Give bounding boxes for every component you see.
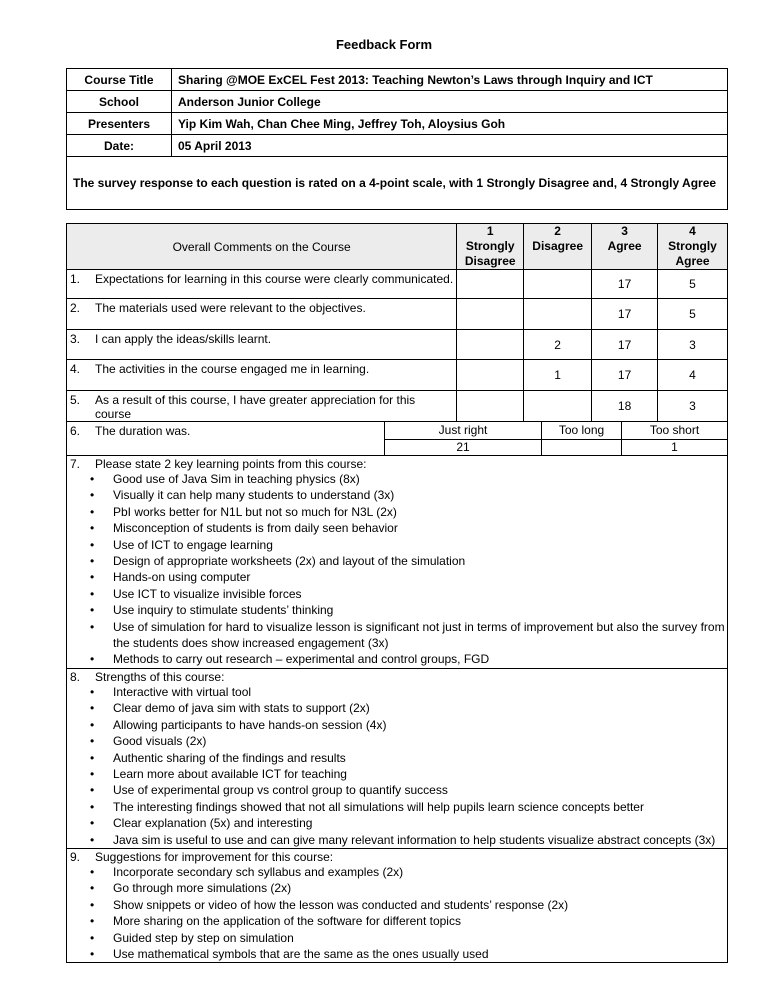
presenters-row — [67, 113, 728, 135]
too-long-count — [542, 439, 622, 455]
too-short-label: Too short — [622, 422, 728, 439]
list-item: • Good visuals (2x) — [113, 733, 727, 749]
list-item: • Use of ICT to engage learning — [113, 537, 727, 553]
count-agree: 17 — [592, 299, 658, 330]
question-cell — [67, 391, 457, 422]
count-agree: 18 — [592, 391, 658, 422]
question-text: Suggestions for improvement for this course: — [95, 849, 334, 864]
rating-scale-note: The survey response to each question is rated on a 4-point scale, with 1 Strongly Disagree and, 4 Strongly Agree — [67, 157, 728, 210]
strengths-cell — [67, 668, 728, 848]
list-item: • Go through more simulations (2x) — [113, 880, 727, 896]
scale-1-header — [457, 224, 524, 270]
question-text: The materials used were relevant to the objectives. — [95, 301, 366, 315]
survey-table — [66, 223, 728, 963]
question-cell — [67, 299, 457, 330]
count-strongly-disagree — [457, 360, 524, 391]
list-item: • Java sim is useful to use and can give many relevant information to help students visualize abstract concepts (3x) — [113, 832, 727, 848]
date-value: 05 April 2013 — [172, 135, 728, 157]
question-number: 5. — [70, 393, 81, 407]
list-item: • Good use of Java Sim in teaching physics (8x) — [113, 471, 727, 487]
question-number: 1. — [70, 272, 81, 286]
scale-4-label: Strongly Agree — [668, 239, 717, 268]
count-agree: 17 — [592, 270, 658, 299]
list-item: • Guided step by step on simulation — [113, 930, 727, 946]
question-number: 3. — [70, 332, 81, 346]
question-row — [67, 330, 728, 360]
question-number: 9. — [70, 849, 81, 864]
question-text: I can apply the ideas/skills learnt. — [95, 332, 272, 346]
strengths-row — [67, 668, 728, 848]
count-strongly-disagree — [457, 270, 524, 299]
suggestions-row — [67, 848, 728, 962]
list-item: • Use ICT to visualize invisible forces — [113, 586, 727, 602]
duration-row — [67, 422, 728, 456]
course-info-table — [66, 68, 728, 210]
list-item: • Use mathematical symbols that are the same as the ones usually used — [113, 946, 727, 962]
list-item: • Methods to carry out research – experimental and control groups, FGD — [113, 651, 727, 667]
learning-points-list — [67, 471, 727, 668]
question-text: The duration was. — [95, 424, 191, 438]
question-text: Expectations for learning in this course were clearly communicated. — [95, 272, 454, 286]
count-strongly-agree: 5 — [658, 270, 728, 299]
question-cell — [67, 360, 457, 391]
rating-note-row — [67, 157, 728, 210]
duration-cell — [67, 422, 728, 456]
count-strongly-agree: 3 — [658, 330, 728, 360]
question-row — [67, 299, 728, 330]
school-label: School — [67, 91, 172, 113]
question-number: 8. — [70, 669, 81, 684]
too-long-label: Too long — [542, 422, 622, 439]
list-item: • Use of simulation for hard to visualize lesson is significant not just in terms of improvement but also the survey from the students does show increased engagement (3x) — [113, 619, 727, 652]
list-item: • Visually it can help many students to understand (3x) — [113, 487, 727, 503]
too-short-count: 1 — [671, 440, 678, 455]
list-item: • More sharing on the application of the software for different topics — [113, 913, 727, 929]
question-cell — [67, 270, 457, 299]
school-row — [67, 91, 728, 113]
list-item: • Use inquiry to stimulate students’ thinking — [113, 602, 727, 618]
list-item: • Incorporate secondary sch syllabus and examples (2x) — [113, 864, 727, 880]
scale-2-header — [524, 224, 592, 270]
question-row — [67, 391, 728, 422]
scale-3-label: Agree — [607, 239, 642, 253]
date-label: Date: — [67, 135, 172, 157]
list-item: • Learn more about available ICT for teaching — [113, 766, 727, 782]
scale-3-header — [592, 224, 658, 270]
suggestions-cell — [67, 848, 728, 962]
scale-4-number: 4 — [689, 224, 696, 238]
school-value: Anderson Junior College — [172, 91, 728, 113]
question-row — [67, 270, 728, 299]
scale-3-number: 3 — [621, 224, 628, 238]
scale-1-label: Strongly Disagree — [464, 239, 516, 268]
question-text: Please state 2 key learning points from this course: — [95, 457, 367, 471]
question-cell — [67, 330, 457, 360]
date-row — [67, 135, 728, 157]
count-disagree — [524, 391, 592, 422]
count-strongly-agree: 5 — [658, 299, 728, 330]
learning-points-row — [67, 456, 728, 669]
question-number: 4. — [70, 362, 81, 376]
question-text: The activities in the course engaged me in learning. — [95, 362, 370, 376]
list-item: • Design of appropriate worksheets (2x) and layout of the simulation — [113, 553, 727, 569]
duration-question-cell — [67, 422, 385, 455]
count-agree: 17 — [592, 360, 658, 391]
list-item: • Interactive with virtual tool — [113, 684, 727, 700]
question-row — [67, 360, 728, 391]
course-title-row — [67, 69, 728, 91]
count-agree: 17 — [592, 330, 658, 360]
question-number: 7. — [70, 457, 81, 471]
course-title-value: Sharing @MOE ExCEL Fest 2013: Teaching Newton’s Laws through Inquiry and ICT — [172, 69, 728, 91]
list-item: • Authentic sharing of the findings and results — [113, 750, 727, 766]
just-right-count: 21 — [385, 439, 542, 455]
course-title-label: Course Title — [67, 69, 172, 91]
count-disagree — [524, 299, 592, 330]
duration-table — [67, 422, 727, 455]
learning-points-cell — [67, 456, 728, 669]
list-item: • Clear explanation (5x) and interesting — [113, 815, 727, 831]
presenters-value: Yip Kim Wah, Chan Chee Ming, Jeffrey Toh, Aloysius Goh — [172, 113, 728, 135]
list-item: • Hands-on using computer — [113, 569, 727, 585]
question-number: 2. — [70, 301, 81, 315]
count-strongly-disagree — [457, 299, 524, 330]
list-item: • Show snippets or video of how the lesson was conducted and students’ response (2x) — [113, 897, 727, 913]
count-strongly-agree: 3 — [658, 391, 728, 422]
count-strongly-disagree — [457, 330, 524, 360]
survey-header-label: Overall Comments on the Course — [67, 224, 457, 270]
suggestions-list — [67, 864, 727, 962]
strengths-list — [67, 684, 727, 848]
question-text: Strengths of this course: — [95, 669, 225, 684]
scale-1-number: 1 — [486, 224, 494, 238]
scale-2-number: 2 — [554, 224, 561, 238]
list-item: • Allowing participants to have hands-on session (4x) — [113, 717, 727, 733]
list-item: • Clear demo of java sim with stats to support (2x) — [113, 700, 727, 716]
just-right-label: Just right — [385, 422, 542, 439]
presenters-label: Presenters — [67, 113, 172, 135]
list-item: • Use of experimental group vs control group to quantify success — [113, 782, 727, 798]
list-item: • Misconception of students is from daily seen behavior — [113, 520, 727, 536]
count-strongly-disagree — [457, 391, 524, 422]
list-item: • PbI works better for N1L but not so much for N3L (2x) — [113, 504, 727, 520]
question-text: As a result of this course, I have greater appreciation for this course — [95, 393, 416, 421]
count-disagree: 2 — [524, 330, 592, 360]
scale-2-label: Disagree — [532, 239, 583, 253]
list-item: • The interesting findings showed that not all simulations will help pupils learn science concepts better — [113, 799, 727, 815]
count-disagree — [524, 270, 592, 299]
page-title: Feedback Form — [335, 37, 433, 52]
duration-label-row — [67, 422, 727, 439]
question-number: 6. — [70, 424, 81, 438]
survey-header-row — [67, 224, 728, 270]
scale-4-header — [658, 224, 728, 270]
count-strongly-agree: 4 — [658, 360, 728, 391]
count-disagree: 1 — [524, 360, 592, 391]
